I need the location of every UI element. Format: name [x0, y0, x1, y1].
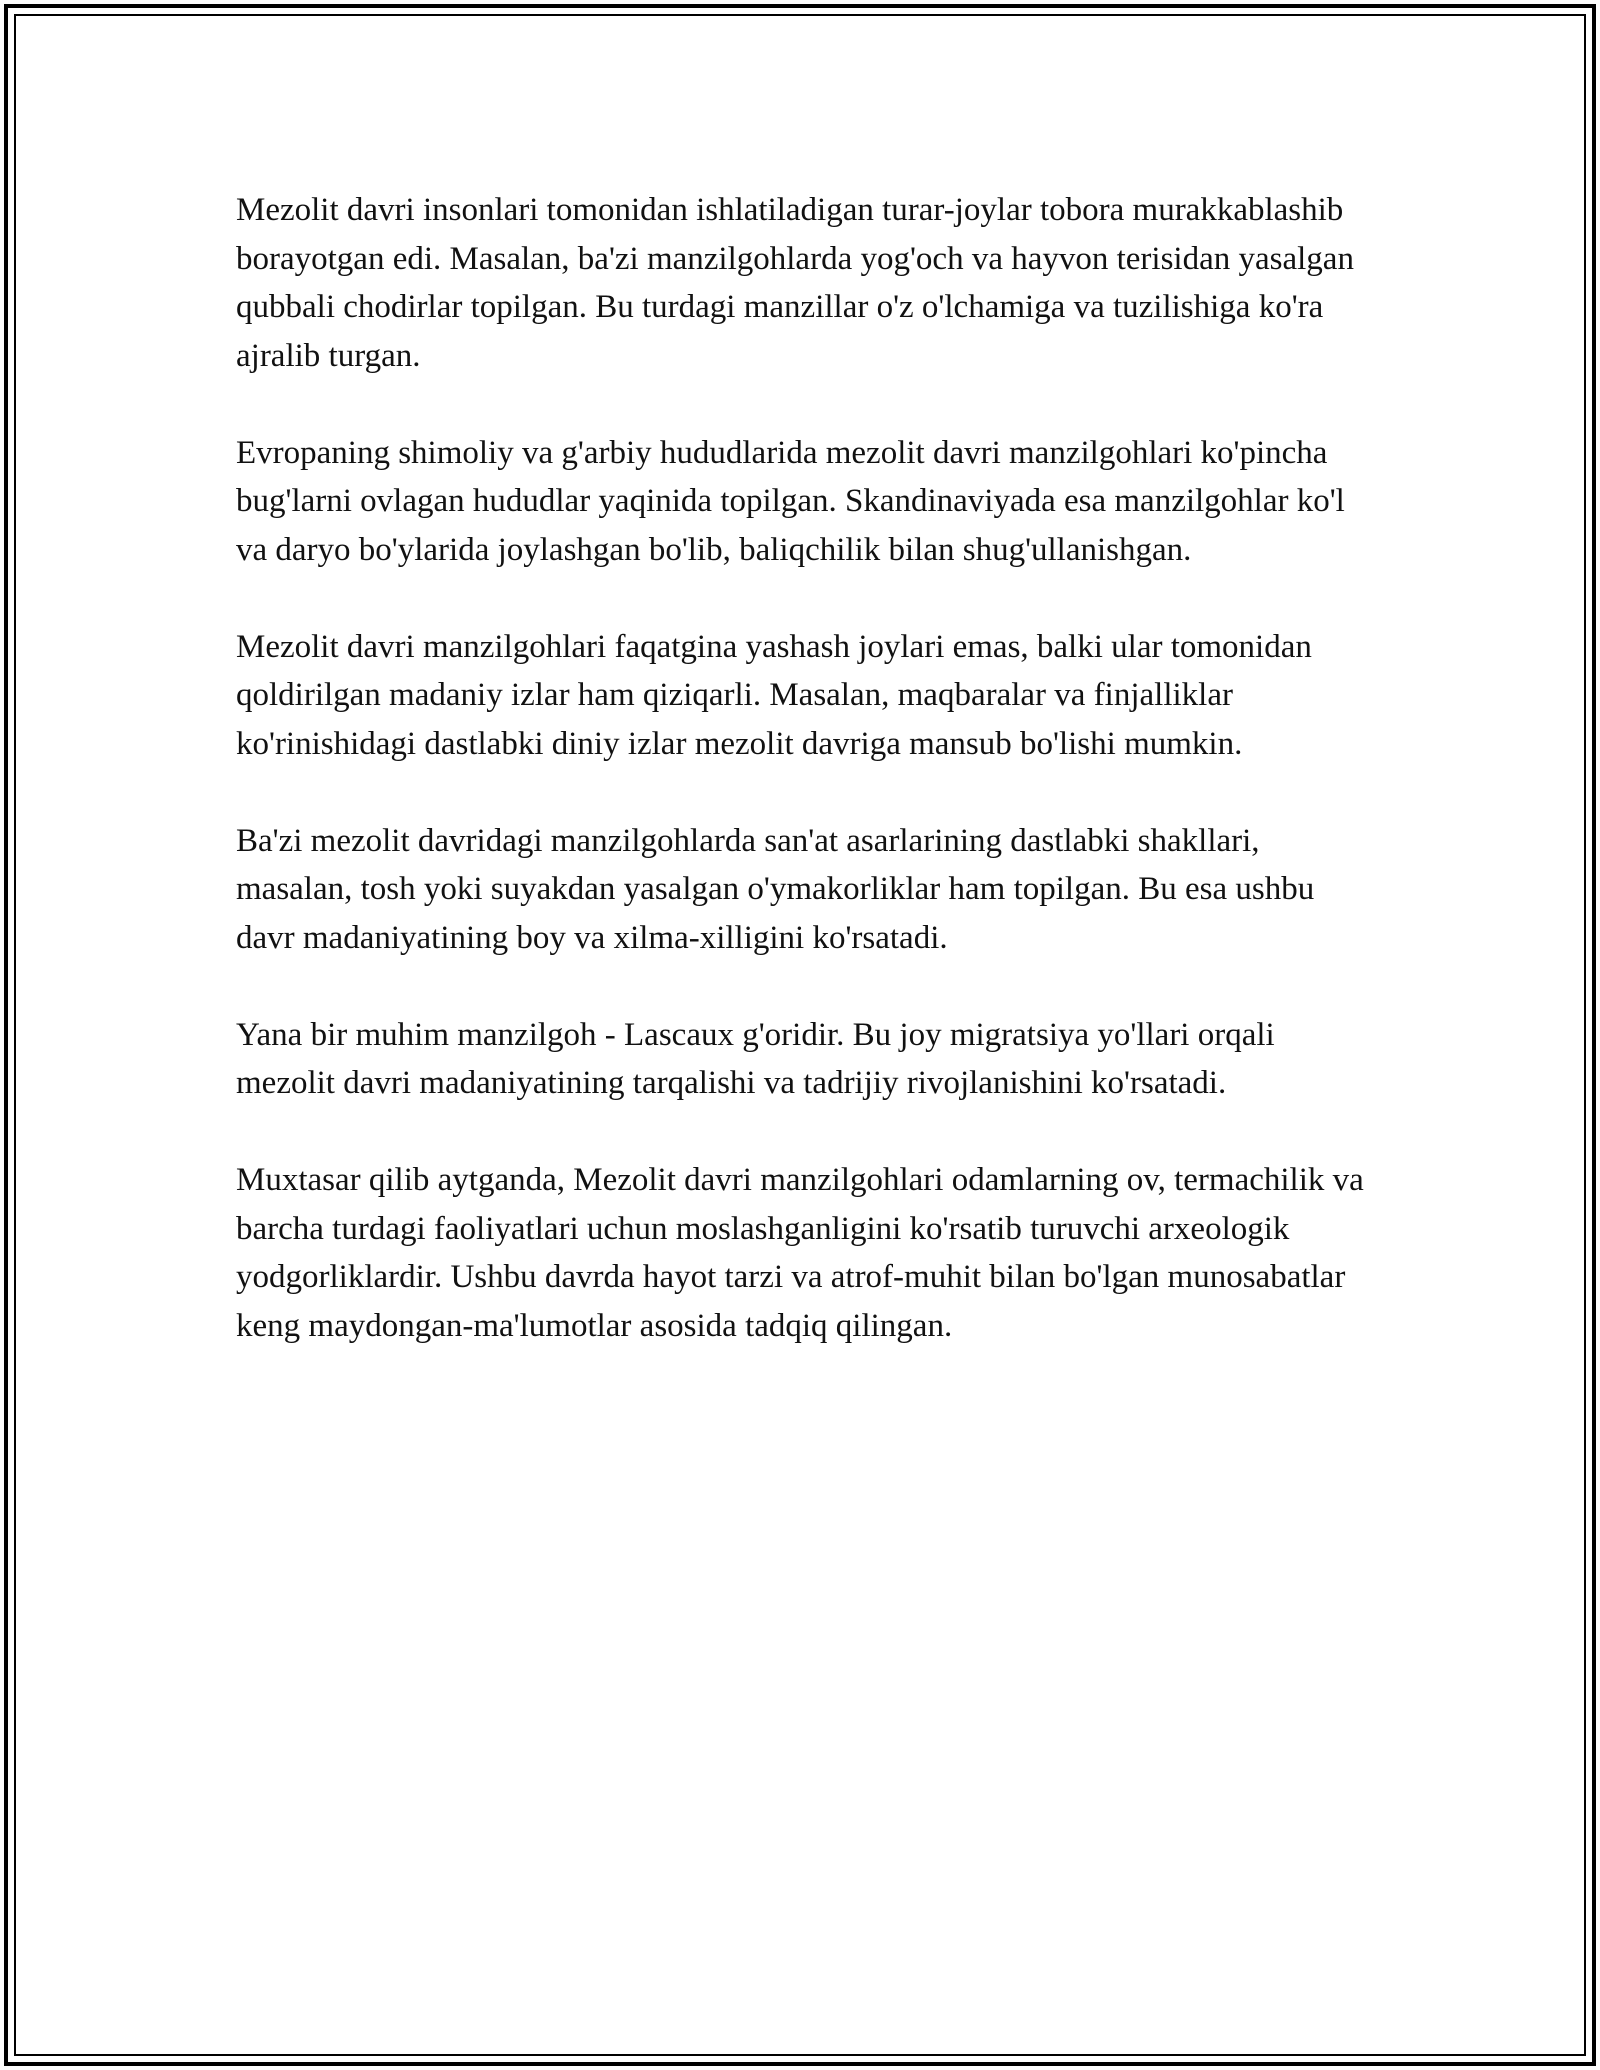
- document-body: [236, 186, 1376, 1399]
- paragraph-1: Mezolit davri insonlari tomonidan ishlatiladigan turar-joylar tobora murakkablashib borayotgan edi. Masalan, ba'zi manzilgohlarda yog'och va hayvon terisidan yasalgan qubbali chodirlar topilgan. Bu turdagi manzillar o'z o'lchamiga va tuzilishiga ko'ra ajralib turgan.: [236, 192, 1354, 374]
- paragraph-4: Ba'zi mezolit davridagi manzilgohlarda san'at asarlarining dastlabki shakllari, masalan, tosh yoki suyakdan yasalgan o'ymakorliklar ham topilgan. Bu esa ushbu davr madaniyatining boy va xilma-xilligini ko'rsatadi.: [236, 822, 1315, 956]
- paragraph-6: Muxtasar qilib aytganda, Mezolit davri manzilgohlari odamlarning ov, termachilik va barcha turdagi faoliyatlari uchun moslashganligini ko'rsatib turuvchi arxeologik yodgorliklardir. Ushbu davrda hayot tarzi va atrof-muhit bilan bo'lgan munosabatlar keng maydongan-ma'lumotlar asosida tadqiq qilingan.: [236, 1162, 1364, 1344]
- paragraph-3: Mezolit davri manzilgohlari faqatgina yashash joylari emas, balki ular tomonidan qoldirilgan madaniy izlar ham qiziqarli. Masalan, maqbaralar va finjalliklar ko'rinishidagi dastlabki diniy izlar mezolit davriga mansub bo'lishi mumkin.: [236, 628, 1312, 762]
- paragraph-5: Yana bir muhim manzilgoh - Lascaux g'oridir. Bu joy migratsiya yo'llari orqali mezolit davri madaniyatining tarqalishi va tadrijiy rivojlanishini ko'rsatadi.: [236, 1016, 1275, 1101]
- paragraph-2: Evropaning shimoliy va g'arbiy hududlarida mezolit davri manzilgohlari ko'pincha bug'larni ovlagan hududlar yaqinida topilgan. Skandinaviyada esa manzilgohlar ko'l va daryo bo'ylarida joylashgan bo'lib, baliqchilik bilan shug'ullanishgan.: [236, 434, 1345, 568]
